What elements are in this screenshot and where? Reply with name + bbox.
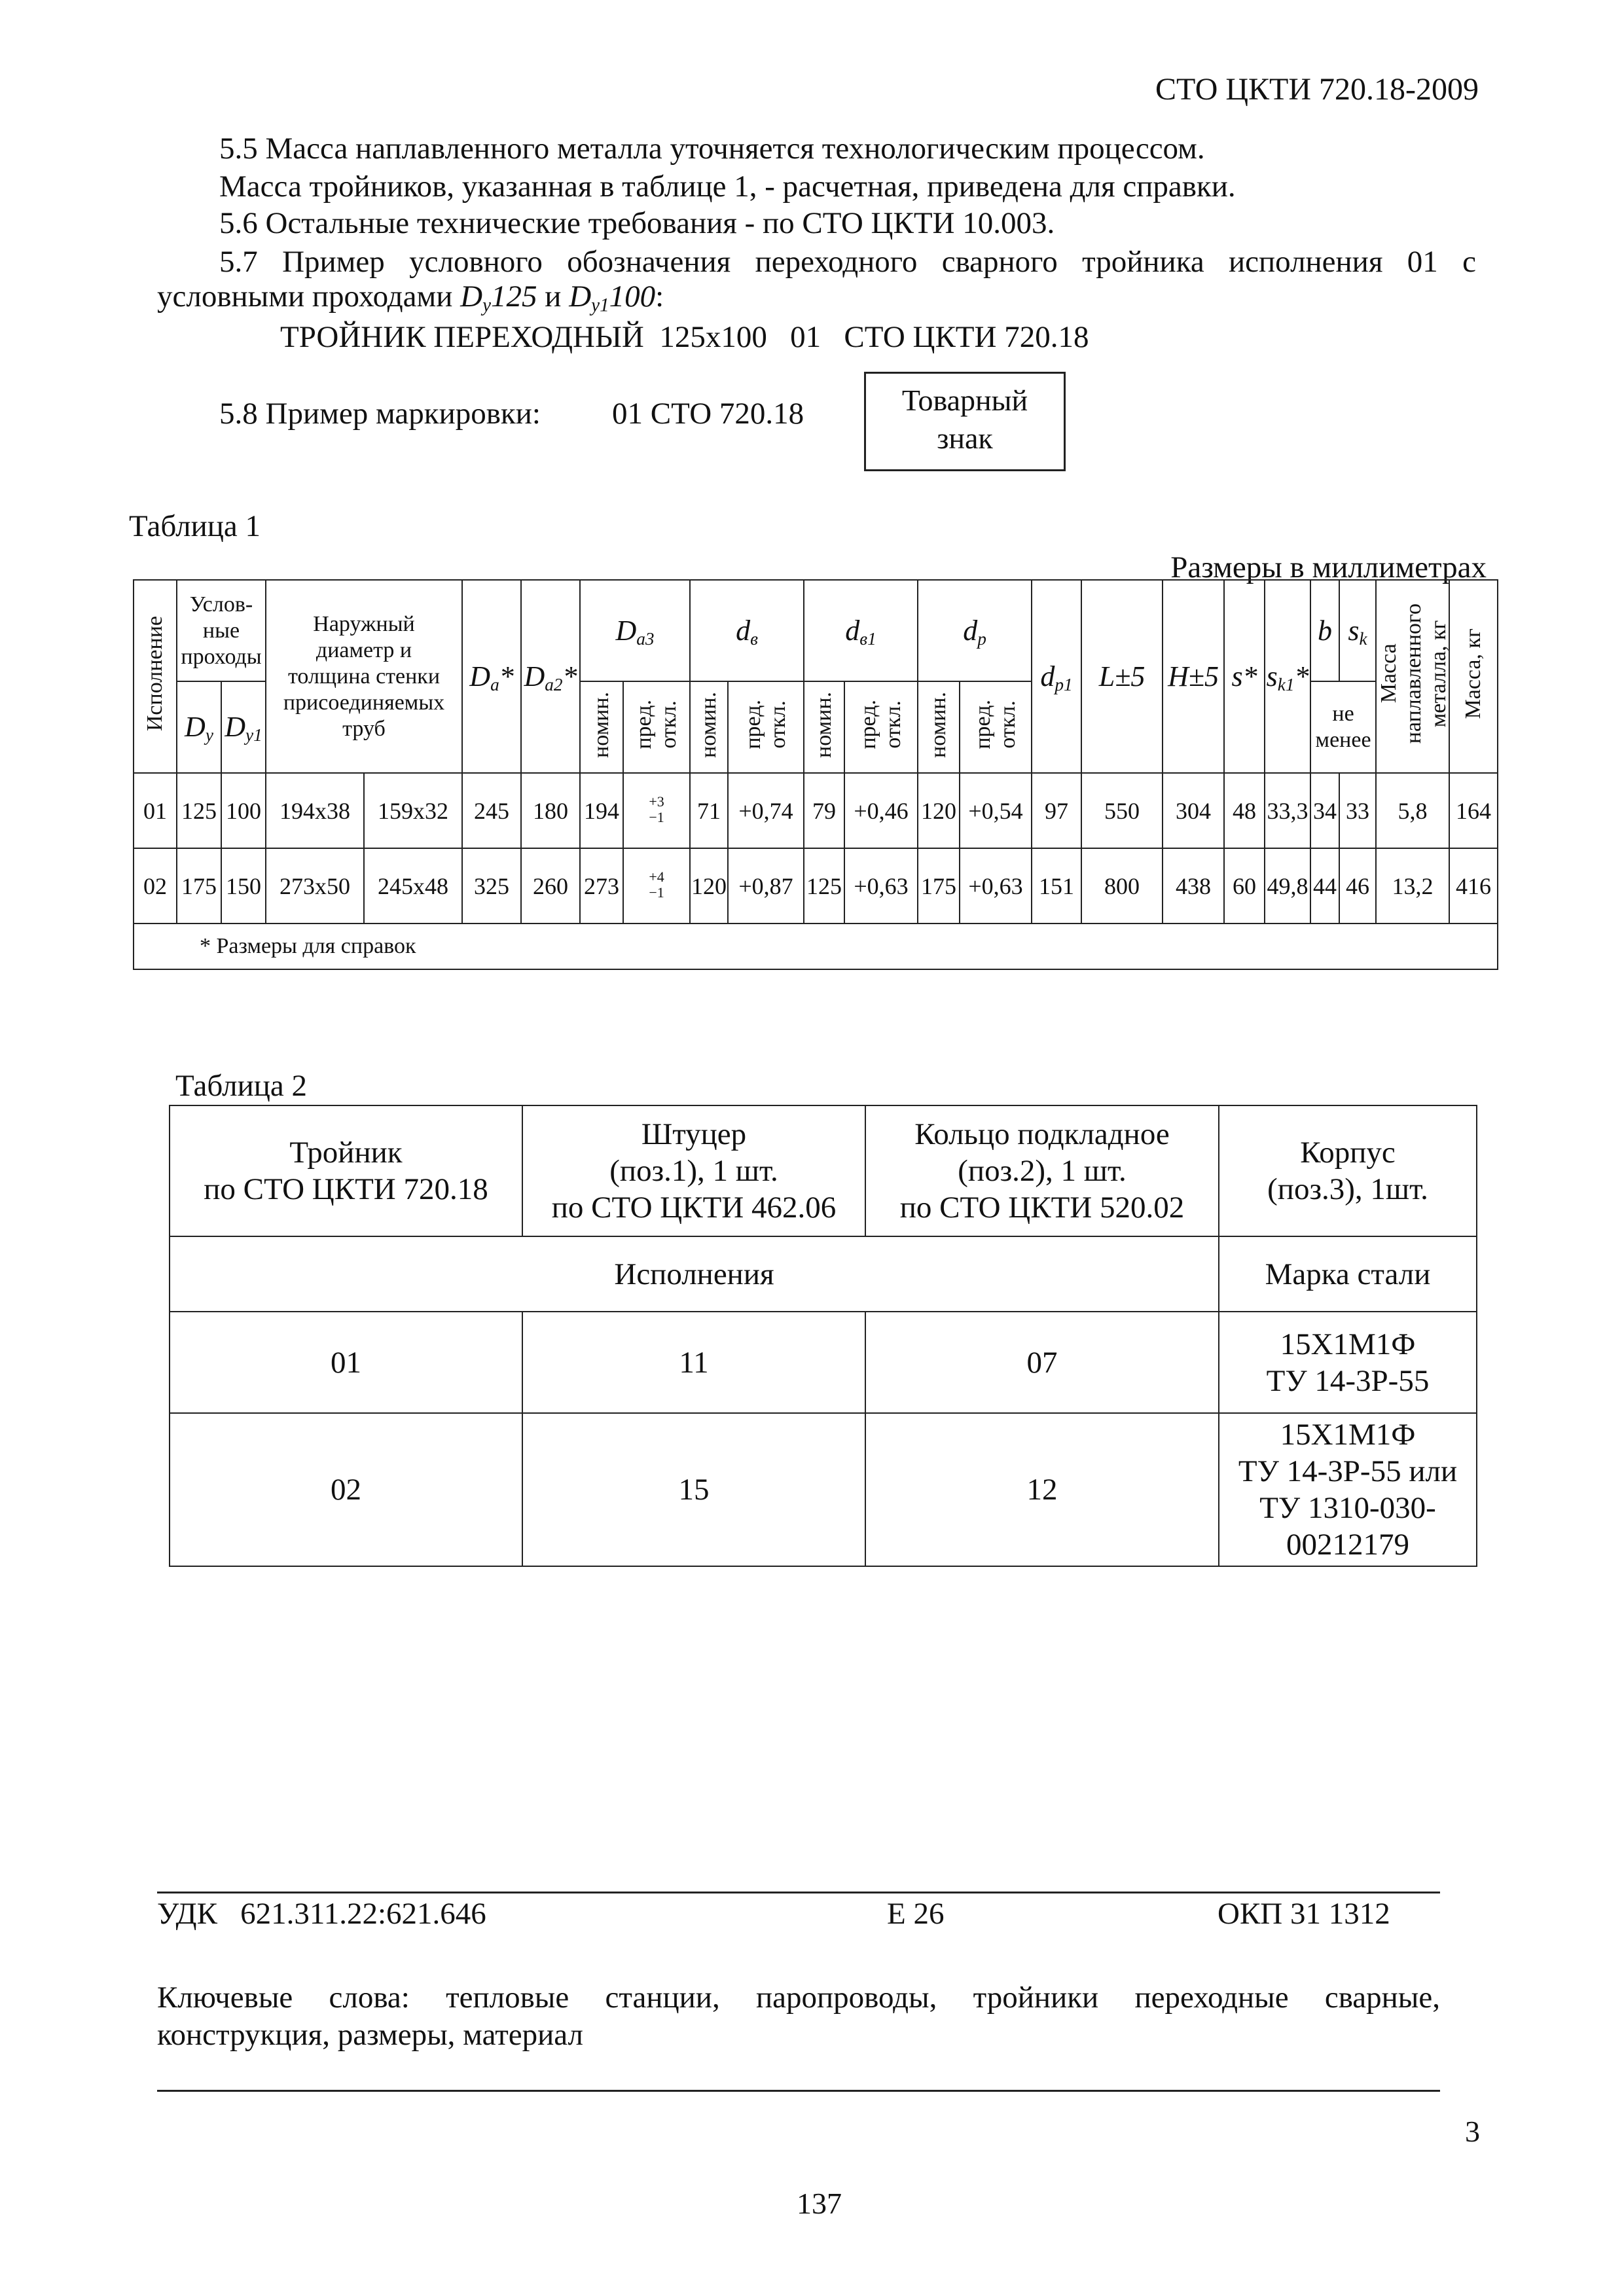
cell-H: 438 xyxy=(1163,848,1224,924)
th-body: Корпус (поз.3), 1шт. xyxy=(1219,1105,1477,1236)
th-outer-diameter: Наружный диаметр и толщина стенки присоединяемых труб xyxy=(266,580,462,773)
th-da: $D_a*$ xyxy=(462,580,521,773)
cell-sk: 33 xyxy=(1339,773,1376,848)
th-sk: $s_k$ xyxy=(1339,580,1376,681)
cell-dy1: 150 xyxy=(221,848,266,924)
cell-dy1: 100 xyxy=(221,773,266,848)
cell-dp1: 151 xyxy=(1032,848,1081,924)
cell-b: 34 xyxy=(1310,773,1339,848)
cell-da3: 273 xyxy=(580,848,623,924)
designation-example: ТРОЙНИК ПЕРЕХОДНЫЙ 125х100 01 СТО ЦКТИ 720.18 xyxy=(280,320,1089,354)
cell-mass: 164 xyxy=(1449,773,1498,848)
marking-label: 5.8 Пример маркировки: xyxy=(219,397,541,431)
cell-sk1: 49,8 xyxy=(1265,848,1310,924)
th-executions: Исполнения xyxy=(170,1236,1219,1312)
cell-L: 800 xyxy=(1081,848,1163,924)
cell-weld-mass: 13,2 xyxy=(1376,848,1449,924)
th-pred: пред. откл. xyxy=(728,681,804,773)
th-pred: пред. откл. xyxy=(960,681,1032,773)
cell-exec: 01 xyxy=(134,773,177,848)
cell-dv1-tol: +0,46 xyxy=(844,773,918,848)
th-not-less: не менее xyxy=(1310,681,1376,773)
cell-dy: 125 xyxy=(177,773,221,848)
cell-da3-tol: +3 −1 xyxy=(623,773,690,848)
th-dv: $d_в$ xyxy=(690,580,804,681)
footer-top-rule xyxy=(157,1892,1440,1893)
cell-dp-tol: +0,63 xyxy=(960,848,1032,924)
th-da3: $D_{a3}$ xyxy=(580,580,690,681)
footer-bottom-rule xyxy=(157,2090,1440,2092)
paragraph-5-7-cont: условными проходами $D_y125$ и $D_{y1}100$: xyxy=(157,279,664,316)
th-H: H±5 xyxy=(1163,580,1224,773)
th-execution: Исполнение xyxy=(134,580,177,773)
page-number-right: 3 xyxy=(1465,2115,1480,2148)
paragraph-5-5-mass: Масса тройников, указанная в таблице 1, - расчетная, приведена для справки. xyxy=(219,170,1236,204)
table-row xyxy=(134,848,1498,924)
table1 xyxy=(133,579,1498,970)
th-s: s* xyxy=(1224,580,1265,773)
document-code: СТО ЦКТИ 720.18-2009 xyxy=(1155,72,1479,107)
cell-ring: 12 xyxy=(865,1413,1219,1566)
trademark-box: Товарный знак xyxy=(864,372,1066,471)
cell-fitting: 11 xyxy=(522,1312,865,1413)
table-row xyxy=(134,773,1498,848)
cell-da: 245 xyxy=(462,773,521,848)
th-dv1: $d_{в1}$ xyxy=(804,580,918,681)
udk-code: УДК 621.311.22:621.646 xyxy=(157,1897,486,1931)
cell-dp: 175 xyxy=(918,848,960,924)
table2-caption: Таблица 2 xyxy=(175,1069,308,1103)
page-number-bottom: 137 xyxy=(797,2187,842,2220)
th-dy: $D_y$ xyxy=(177,681,221,773)
cell-pipe2: 159х32 xyxy=(364,773,462,848)
cell-pipe2: 245х48 xyxy=(364,848,462,924)
th-nomin: номин. xyxy=(690,681,728,773)
cell-dy: 175 xyxy=(177,848,221,924)
th-steel: Марка стали xyxy=(1219,1236,1477,1312)
cell-steel: 15Х1М1Ф ТУ 14-3Р-55 или ТУ 1310-030- 00212179 xyxy=(1219,1413,1477,1566)
th-L: L±5 xyxy=(1081,580,1163,773)
th-dp1: $d_{p1}$ xyxy=(1032,580,1081,773)
th-pred: пред. откл. xyxy=(844,681,918,773)
th-mass: Масса, кг xyxy=(1449,580,1498,773)
cell-dv-tol: +0,74 xyxy=(728,773,804,848)
th-dy1: $D_{y1}$ xyxy=(221,681,266,773)
th-weld-mass: Масса наплавленного металла, кг xyxy=(1376,580,1449,773)
paragraph-5-6: 5.6 Остальные технические требования - по СТО ЦКТИ 10.003. xyxy=(219,206,1055,240)
th-nomin: номин. xyxy=(580,681,623,773)
table-row xyxy=(170,1312,1477,1413)
table1-footnote: * Размеры для справок xyxy=(134,924,1498,969)
cell-dv: 120 xyxy=(690,848,728,924)
cell-sk: 46 xyxy=(1339,848,1376,924)
keywords-line2: конструкция, размеры, материал xyxy=(157,2018,584,2052)
cell-mass: 416 xyxy=(1449,848,1498,924)
cell-L: 550 xyxy=(1081,773,1163,848)
th-dp: $d_p$ xyxy=(918,580,1032,681)
table1-caption: Таблица 1 xyxy=(129,509,261,543)
cell-H: 304 xyxy=(1163,773,1224,848)
cell-weld-mass: 5,8 xyxy=(1376,773,1449,848)
cell-dv1: 125 xyxy=(804,848,844,924)
keywords-line1: Ключевые слова: тепловые станции, паропроводы, тройники переходные сварные, xyxy=(157,1981,1440,2015)
cell-steel: 15Х1М1Ф ТУ 14-3Р-55 xyxy=(1219,1312,1477,1413)
th-passes: Услов- ные проходы xyxy=(177,580,266,681)
th-nomin: номин. xyxy=(804,681,844,773)
th-b: b xyxy=(1310,580,1339,681)
cell-s: 48 xyxy=(1224,773,1265,848)
cell-pipe1: 273х50 xyxy=(266,848,364,924)
e-code: Е 26 xyxy=(887,1897,945,1931)
cell-dp1: 97 xyxy=(1032,773,1081,848)
cell-dv: 71 xyxy=(690,773,728,848)
table-row xyxy=(170,1413,1477,1566)
th-ring: Кольцо подкладное (поз.2), 1 шт. по СТО ЦКТИ 520.02 xyxy=(865,1105,1219,1236)
cell-dp: 120 xyxy=(918,773,960,848)
cell-tee: 02 xyxy=(170,1413,522,1566)
cell-s: 60 xyxy=(1224,848,1265,924)
okp-code: ОКП 31 1312 xyxy=(1218,1897,1390,1931)
cell-dv-tol: +0,87 xyxy=(728,848,804,924)
th-da2: $D_{a2}*$ xyxy=(521,580,580,773)
table1-units: Размеры в миллиметрах xyxy=(1170,550,1487,584)
cell-da: 325 xyxy=(462,848,521,924)
paragraph-5-7: 5.7 Пример условного обозначения переходного сварного тройника исполнения 01 с xyxy=(219,245,1476,279)
th-fitting: Штуцер (поз.1), 1 шт. по СТО ЦКТИ 462.06 xyxy=(522,1105,865,1236)
marking-value: 01 СТО 720.18 xyxy=(612,397,804,431)
th-pred: пред. откл. xyxy=(623,681,690,773)
cell-dv1: 79 xyxy=(804,773,844,848)
cell-da3-tol: +4 −1 xyxy=(623,848,690,924)
cell-dv1-tol: +0,63 xyxy=(844,848,918,924)
cell-da2: 260 xyxy=(521,848,580,924)
cell-sk1: 33,3 xyxy=(1265,773,1310,848)
cell-da3: 194 xyxy=(580,773,623,848)
cell-tee: 01 xyxy=(170,1312,522,1413)
cell-exec: 02 xyxy=(134,848,177,924)
cell-ring: 07 xyxy=(865,1312,1219,1413)
cell-da2: 180 xyxy=(521,773,580,848)
cell-b: 44 xyxy=(1310,848,1339,924)
cell-pipe1: 194х38 xyxy=(266,773,364,848)
th-sk1: $s_{k1}*$ xyxy=(1265,580,1310,773)
th-tee: Тройник по СТО ЦКТИ 720.18 xyxy=(170,1105,522,1236)
cell-fitting: 15 xyxy=(522,1413,865,1566)
paragraph-5-5: 5.5 Масса наплавленного металла уточняется технологическим процессом. xyxy=(219,132,1205,166)
table2 xyxy=(169,1105,1477,1567)
th-nomin: номин. xyxy=(918,681,960,773)
cell-dp-tol: +0,54 xyxy=(960,773,1032,848)
